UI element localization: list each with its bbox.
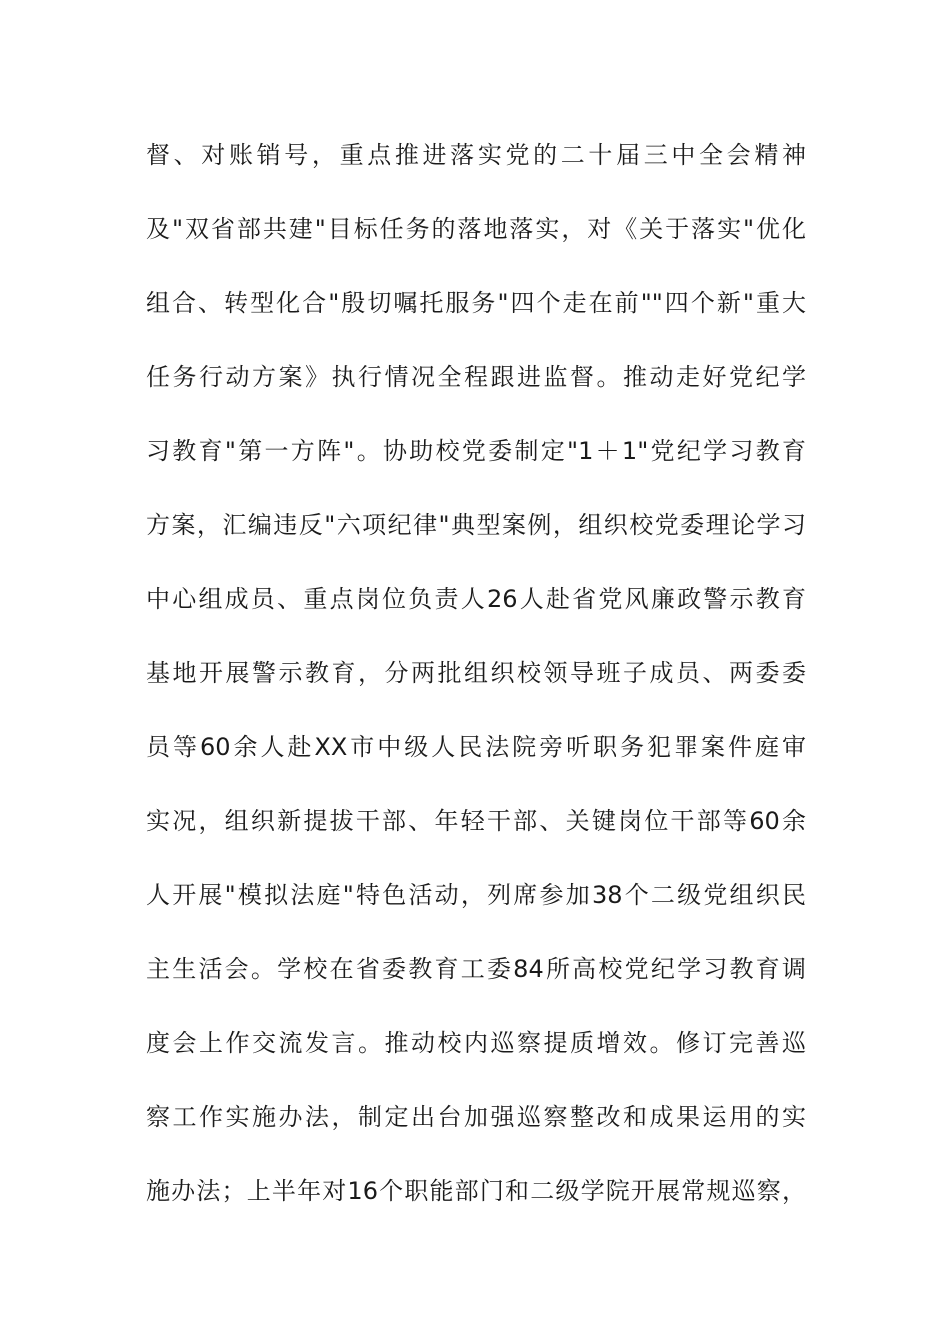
text-line: 组合、转型化合"殷切嘱托服务"四个走在前""四个新"重大 — [146, 289, 806, 317]
text-line: 度会上作交流发言。推动校内巡察提质增效。修订完善巡 — [146, 1029, 806, 1057]
text-line: 实况，组织新提拔干部、年轻干部、关键岗位干部等60余 — [146, 807, 806, 835]
text-line: 方案，汇编违反"六项纪律"典型案例，组织校党委理论学习 — [146, 511, 806, 539]
text-line: 人开展"模拟法庭"特色活动，列席参加38个二级党组织民 — [146, 881, 806, 909]
text-line: 中心组成员、重点岗位负责人26人赴省党风廉政警示教育 — [146, 585, 806, 613]
text-line: 基地开展警示教育，分两批组织校领导班子成员、两委委 — [146, 659, 806, 687]
text-line: 任务行动方案》执行情况全程跟进监督。推动走好党纪学 — [146, 363, 806, 391]
text-line: 员等60余人赴XX市中级人民法院旁听职务犯罪案件庭审 — [146, 733, 806, 761]
text-line: 及"双省部共建"目标任务的落地落实，对《关于落实"优化 — [146, 215, 806, 243]
text-line: 施办法；上半年对16个职能部门和二级学院开展常规巡察， — [146, 1177, 806, 1205]
text-line: 察工作实施办法，制定出台加强巡察整改和成果运用的实 — [146, 1103, 806, 1131]
text-line: 习教育"第一方阵"。协助校党委制定"1＋1"党纪学习教育 — [146, 437, 806, 465]
text-line: 主生活会。学校在省委教育工委84所高校党纪学习教育调 — [146, 955, 806, 983]
text-line: 督、对账销号，重点推进落实党的二十届三中全会精神 — [146, 141, 806, 169]
